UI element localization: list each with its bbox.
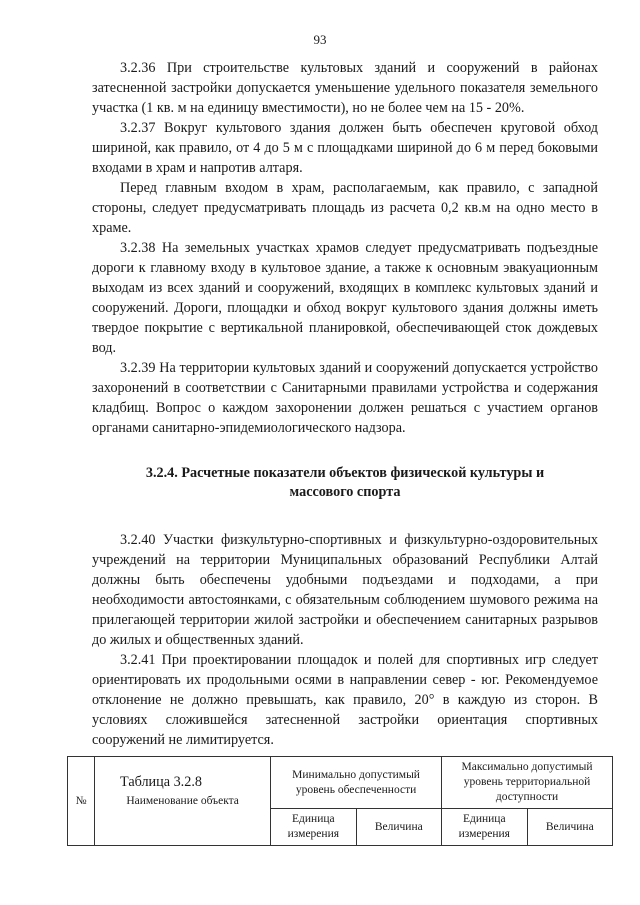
subheader-value: Величина (527, 809, 613, 846)
paragraph-3-2-37: 3.2.37 Вокруг культового здания должен быть обеспечен круговой обход шириной, как правило, от 4 до 5 м с площадками шириной до 6 м перед боковыми входами в храм и напротив алтаря. (92, 120, 598, 176)
paragraph-3-2-41: 3.2.41 При проектировании площадок и полей для спортивных игр следует ориентировать их продольными осями в направлении север - юг. Рекомендуемое отклонение не должно превышать, как правило, 20° в каждую из сторон. В условиях сложившейся затесненной застройки ориентация спортивных сооружений не лимитируется. (92, 652, 598, 748)
table-header-row (68, 757, 613, 809)
subheader-value: Величина (356, 809, 441, 846)
paragraph-3-2-36: 3.2.36 При строительстве культовых зданий и сооружений в районах затесненной застройки допускается уменьшение удельного показателя земельного участка (1 кв. м на единицу вместимости), но не более чем на 15 - 20%. (92, 60, 598, 116)
paragraph-3-2-38: 3.2.38 На земельных участках храмов следует предусматривать подъездные дороги к главному входу в культовое здание, а также к основным эвакуационным выходам из всех зданий и сооружений, входящих в комплекс культовых зданий и сооружений. Дороги, площадки и обход вокруг культового здания должны иметь твердое покрытие с вертикальной планировкой, обеспечивающей сток дождевых вод. (92, 240, 598, 356)
subheader-unit: Единица измерения (271, 809, 356, 846)
header-min-level: Минимально допустимый уровень обеспеченности (271, 757, 442, 809)
section-heading-line2: массового спорта (289, 484, 401, 500)
page-number: 93 (313, 32, 327, 47)
paragraph-main-entrance: Перед главным входом в храм, располагаемым, как правило, с западной стороны, следует предусматривать площадь из расчета 0,2 кв.м на одно место в храме. (92, 180, 598, 236)
header-object-name: Наименование объекта (95, 757, 271, 846)
document-body (92, 58, 598, 792)
subheader-unit: Единица измерения (442, 809, 527, 846)
paragraph-3-2-40: 3.2.40 Участки физкультурно-спортивных и физкультурно-оздоровительных учреждений на территории Муниципальных образований Республики Алтай должны быть обеспечены удобными подъездами и подходами, а при необходимости автостоянками, с обязательным соблюдением шумового режима на прилегающей территории жилой застройки и обеспечением санитарных разрывов до жилых и общественных зданий. (92, 532, 598, 648)
header-max-access: Максимально допустимый уровень территориальной доступности (442, 757, 613, 809)
paragraph-3-2-39: 3.2.39 На территории культовых зданий и сооружений допускается устройство захоронений в соответствии с Санитарными правилами устройства и содержания кладбищ. Вопрос о каждом захоронении должен решаться с участием органов органами санитарно-эпидемиологического надзора. (92, 360, 598, 436)
header-number: № (68, 757, 95, 846)
section-heading-line1: 3.2.4. Расчетные показатели объектов физической культуры и (145, 465, 545, 481)
table-caption: Таблица 3.2.8 (120, 774, 202, 790)
objects-table (67, 756, 613, 846)
section-heading (92, 464, 598, 502)
